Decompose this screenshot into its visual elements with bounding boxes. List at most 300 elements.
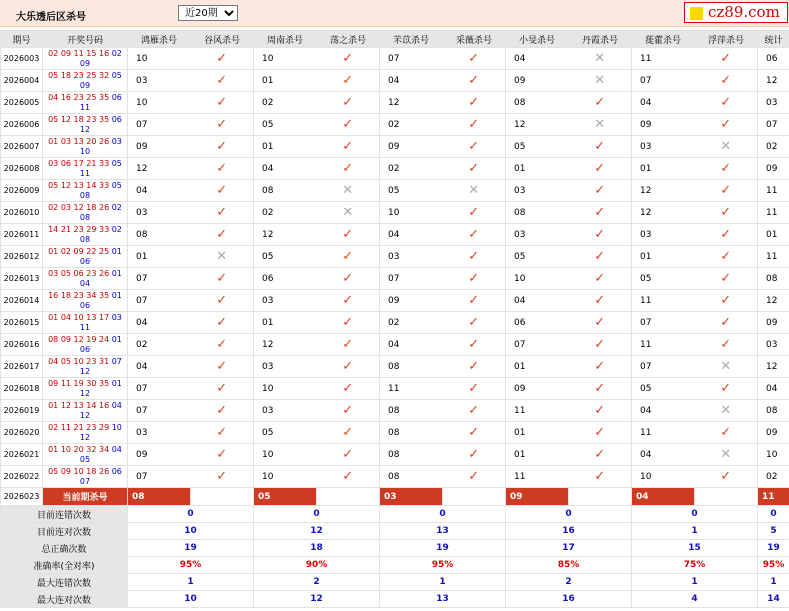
kill-number: 11 xyxy=(506,400,569,422)
stats-value: 18 xyxy=(254,540,380,557)
kill-number: 03 xyxy=(254,400,317,422)
check-icon: ✓ xyxy=(191,422,254,444)
logo-text: cz89.com xyxy=(708,3,780,21)
table-row xyxy=(1,290,789,312)
period-cell: 2026021 xyxy=(1,444,43,466)
kill-number: 11 xyxy=(506,466,569,488)
kill-number: 01 xyxy=(632,246,695,268)
stats-value: 12 xyxy=(254,591,380,608)
kill-number: 08 xyxy=(128,224,191,246)
back-numbers: 07 12 xyxy=(79,356,122,376)
stats-label: 准确率(全对率) xyxy=(1,557,128,574)
kill-number: 12 xyxy=(254,334,317,356)
cross-icon: ✕ xyxy=(317,202,380,224)
kill-number: 03 xyxy=(128,70,191,92)
stats-value: 1 xyxy=(632,523,758,540)
kill-number: 04 xyxy=(632,400,695,422)
kill-number: 04 xyxy=(128,312,191,334)
kill-number: 05 xyxy=(380,180,443,202)
front-numbers: 16 18 23 34 35 xyxy=(48,290,110,300)
stats-value: 0 xyxy=(254,506,380,523)
check-icon: ✓ xyxy=(569,202,632,224)
kill-number: 05 xyxy=(254,114,317,136)
kill-number: 07 xyxy=(758,114,789,136)
table-row xyxy=(1,136,789,158)
kill-number: 01 xyxy=(758,224,789,246)
back-numbers: 05 09 xyxy=(79,70,122,90)
draw-numbers xyxy=(43,114,128,136)
kill-number: 06 xyxy=(506,312,569,334)
stats-value: 95% xyxy=(128,557,254,574)
check-icon: ✓ xyxy=(191,312,254,334)
stats-value: 1 xyxy=(758,574,789,591)
kill-number: 03 xyxy=(758,334,789,356)
check-icon: ✓ xyxy=(695,312,758,334)
check-icon: ✓ xyxy=(443,224,506,246)
front-numbers: 03 06 17 21 33 xyxy=(48,158,110,168)
back-numbers: 06 07 xyxy=(79,466,122,486)
draw-numbers xyxy=(43,136,128,158)
kill-number: 10 xyxy=(632,466,695,488)
front-numbers: 05 12 18 23 35 xyxy=(48,114,110,124)
logo-square-icon xyxy=(690,7,703,20)
back-numbers: 03 10 xyxy=(79,136,122,156)
kill-number: 07 xyxy=(128,466,191,488)
check-icon: ✓ xyxy=(317,268,380,290)
kill-number: 01 xyxy=(254,312,317,334)
draw-numbers xyxy=(43,92,128,114)
check-icon: ✓ xyxy=(317,334,380,356)
period-cell: 2026019 xyxy=(1,400,43,422)
check-icon: ✓ xyxy=(569,136,632,158)
kill-number: 01 xyxy=(506,158,569,180)
cross-icon: ✕ xyxy=(443,180,506,202)
table-row xyxy=(1,224,789,246)
check-icon: ✓ xyxy=(695,70,758,92)
stats-value: 0 xyxy=(380,506,506,523)
kill-number: 12 xyxy=(128,158,191,180)
kill-number: 02 xyxy=(758,136,789,158)
check-icon: ✓ xyxy=(317,136,380,158)
back-numbers: 02 08 xyxy=(79,202,122,222)
check-icon: ✓ xyxy=(695,246,758,268)
kill-number-table xyxy=(0,30,789,608)
check-icon: ✓ xyxy=(695,158,758,180)
period-select[interactable] xyxy=(178,5,238,21)
check-icon: ✓ xyxy=(569,268,632,290)
kill-number: 05 xyxy=(632,378,695,400)
stats-value: 0 xyxy=(758,506,789,523)
header-cell: 周南杀号 xyxy=(254,31,317,48)
header-cell: 谷风杀号 xyxy=(191,31,254,48)
back-numbers: 05 11 xyxy=(79,158,122,178)
table-row xyxy=(1,400,789,422)
table-row xyxy=(1,202,789,224)
blank-cell xyxy=(695,488,758,506)
header-cell: 开奖号码 xyxy=(43,31,128,48)
kill-number: 01 xyxy=(254,70,317,92)
kill-number: 03 xyxy=(128,422,191,444)
check-icon: ✓ xyxy=(443,422,506,444)
table-body xyxy=(1,48,789,608)
kill-number: 07 xyxy=(380,48,443,70)
kill-number: 10 xyxy=(380,202,443,224)
kill-number: 09 xyxy=(506,378,569,400)
kill-number: 04 xyxy=(128,180,191,202)
check-icon: ✓ xyxy=(317,48,380,70)
kill-number: 07 xyxy=(128,400,191,422)
stats-label: 总正确次数 xyxy=(1,540,128,557)
check-icon: ✓ xyxy=(191,268,254,290)
kill-number: 01 xyxy=(506,356,569,378)
back-numbers: 02 08 xyxy=(79,224,122,244)
check-icon: ✓ xyxy=(695,48,758,70)
table-row xyxy=(1,246,789,268)
stats-value: 1 xyxy=(380,574,506,591)
check-icon: ✓ xyxy=(695,422,758,444)
table-row xyxy=(1,378,789,400)
stats-row xyxy=(1,591,789,608)
cross-icon: ✕ xyxy=(317,180,380,202)
back-numbers: 04 05 xyxy=(79,444,122,464)
stats-value: 0 xyxy=(506,506,632,523)
kill-number: 08 xyxy=(380,400,443,422)
check-icon: ✓ xyxy=(191,444,254,466)
current-kill-number: 03 xyxy=(380,488,443,506)
check-icon: ✓ xyxy=(569,400,632,422)
kill-number: 08 xyxy=(380,466,443,488)
kill-number: 12 xyxy=(380,92,443,114)
current-kill-number: 04 xyxy=(632,488,695,506)
check-icon: ✓ xyxy=(695,92,758,114)
check-icon: ✓ xyxy=(443,48,506,70)
stats-row xyxy=(1,523,789,540)
stats-label: 最大连对次数 xyxy=(1,591,128,608)
front-numbers: 04 05 10 23 31 xyxy=(48,356,110,366)
front-numbers: 01 03 13 20 26 xyxy=(48,136,110,146)
kill-number: 09 xyxy=(128,136,191,158)
table-row xyxy=(1,466,789,488)
back-numbers: 01 06 xyxy=(79,246,122,266)
period-cell: 2026003 xyxy=(1,48,43,70)
draw-numbers xyxy=(43,334,128,356)
stats-value: 1 xyxy=(128,574,254,591)
kill-number: 04 xyxy=(380,224,443,246)
draw-numbers xyxy=(43,444,128,466)
period-cell: 2026007 xyxy=(1,136,43,158)
stats-value: 90% xyxy=(254,557,380,574)
cross-icon: ✕ xyxy=(569,48,632,70)
kill-number: 07 xyxy=(380,268,443,290)
kill-number: 08 xyxy=(758,268,789,290)
top-bar xyxy=(0,0,789,27)
kill-number: 09 xyxy=(128,444,191,466)
check-icon: ✓ xyxy=(317,246,380,268)
blank-cell xyxy=(317,488,380,506)
kill-number: 11 xyxy=(380,378,443,400)
current-kill-number: 11 xyxy=(758,488,789,506)
front-numbers: 02 03 12 18 26 xyxy=(48,202,110,212)
kill-number: 02 xyxy=(254,92,317,114)
check-icon: ✓ xyxy=(695,224,758,246)
table-row xyxy=(1,422,789,444)
draw-numbers xyxy=(43,422,128,444)
kill-number: 04 xyxy=(380,70,443,92)
check-icon: ✓ xyxy=(191,224,254,246)
stats-value: 95% xyxy=(380,557,506,574)
check-icon: ✓ xyxy=(191,70,254,92)
back-numbers: 01 12 xyxy=(79,378,122,398)
check-icon: ✓ xyxy=(569,290,632,312)
kill-number: 08 xyxy=(380,356,443,378)
front-numbers: 09 11 19 30 35 xyxy=(48,378,110,388)
front-numbers: 02 11 21 23 29 xyxy=(48,422,110,432)
kill-number: 03 xyxy=(506,180,569,202)
stats-value: 19 xyxy=(128,540,254,557)
kill-number: 11 xyxy=(758,246,789,268)
front-numbers: 01 04 10 13 17 xyxy=(48,312,110,322)
check-icon: ✓ xyxy=(191,202,254,224)
check-icon: ✓ xyxy=(569,334,632,356)
header-cell: 丹霞杀号 xyxy=(569,31,632,48)
period-cell: 2026023 xyxy=(1,488,43,506)
draw-numbers xyxy=(43,378,128,400)
check-icon: ✓ xyxy=(317,158,380,180)
kill-number: 09 xyxy=(758,158,789,180)
check-icon: ✓ xyxy=(695,180,758,202)
blank-cell xyxy=(191,488,254,506)
blank-cell xyxy=(443,488,506,506)
kill-number: 02 xyxy=(380,312,443,334)
check-icon: ✓ xyxy=(443,334,506,356)
stats-label: 最大连错次数 xyxy=(1,574,128,591)
kill-number: 12 xyxy=(632,180,695,202)
kill-number: 03 xyxy=(632,136,695,158)
stats-value: 2 xyxy=(506,574,632,591)
cross-icon: ✕ xyxy=(695,400,758,422)
stats-value: 14 xyxy=(758,591,789,608)
check-icon: ✓ xyxy=(569,92,632,114)
back-numbers: 05 08 xyxy=(79,180,122,200)
kill-number: 10 xyxy=(506,268,569,290)
front-numbers: 01 10 20 32 34 xyxy=(48,444,110,454)
kill-number: 09 xyxy=(758,422,789,444)
kill-number: 09 xyxy=(380,290,443,312)
period-cell: 2026020 xyxy=(1,422,43,444)
check-icon: ✓ xyxy=(191,136,254,158)
kill-number: 02 xyxy=(758,466,789,488)
check-icon: ✓ xyxy=(317,312,380,334)
cross-icon: ✕ xyxy=(569,70,632,92)
kill-number: 01 xyxy=(632,158,695,180)
header-cell: 期号 xyxy=(1,31,43,48)
check-icon: ✓ xyxy=(191,378,254,400)
back-numbers: 01 06 xyxy=(79,290,122,310)
kill-number: 08 xyxy=(506,202,569,224)
stats-value: 10 xyxy=(128,523,254,540)
current-kill-number: 08 xyxy=(128,488,191,506)
check-icon: ✓ xyxy=(443,246,506,268)
kill-number: 01 xyxy=(128,246,191,268)
stats-value: 0 xyxy=(128,506,254,523)
check-icon: ✓ xyxy=(569,466,632,488)
check-icon: ✓ xyxy=(317,114,380,136)
header-cell: 鸿雁杀号 xyxy=(128,31,191,48)
stats-label: 目前连对次数 xyxy=(1,523,128,540)
kill-number: 01 xyxy=(506,444,569,466)
draw-numbers xyxy=(43,224,128,246)
period-cell: 2026016 xyxy=(1,334,43,356)
kill-number: 12 xyxy=(506,114,569,136)
table-row xyxy=(1,92,789,114)
kill-number: 05 xyxy=(506,136,569,158)
check-icon: ✓ xyxy=(317,356,380,378)
header-cell: 采薇杀号 xyxy=(443,31,506,48)
kill-number: 03 xyxy=(380,246,443,268)
kill-number: 04 xyxy=(506,290,569,312)
table-row xyxy=(1,444,789,466)
period-cell: 2026014 xyxy=(1,290,43,312)
front-numbers: 03 05 06 23 26 xyxy=(48,268,110,278)
kill-number: 07 xyxy=(128,268,191,290)
kill-number: 03 xyxy=(758,92,789,114)
stats-row xyxy=(1,557,789,574)
kill-number: 02 xyxy=(380,114,443,136)
kill-number: 03 xyxy=(506,224,569,246)
header-cell: 统计 xyxy=(758,31,789,48)
check-icon: ✓ xyxy=(695,334,758,356)
kill-number: 02 xyxy=(128,334,191,356)
kill-number: 09 xyxy=(632,114,695,136)
draw-numbers xyxy=(43,70,128,92)
check-icon: ✓ xyxy=(317,70,380,92)
period-cell: 2026009 xyxy=(1,180,43,202)
kill-number: 05 xyxy=(254,246,317,268)
kill-number: 03 xyxy=(254,356,317,378)
stats-value: 12 xyxy=(254,523,380,540)
front-numbers: 02 09 11 15 16 xyxy=(48,48,110,58)
check-icon: ✓ xyxy=(317,290,380,312)
check-icon: ✓ xyxy=(569,444,632,466)
stats-value: 13 xyxy=(380,591,506,608)
kill-number: 04 xyxy=(632,92,695,114)
front-numbers: 08 09 12 19 24 xyxy=(48,334,110,344)
check-icon: ✓ xyxy=(443,466,506,488)
kill-number: 07 xyxy=(128,378,191,400)
back-numbers: 06 11 xyxy=(79,92,122,112)
check-icon: ✓ xyxy=(443,312,506,334)
kill-number: 10 xyxy=(128,92,191,114)
kill-number: 04 xyxy=(254,158,317,180)
front-numbers: 05 09 10 18 26 xyxy=(48,466,110,476)
check-icon: ✓ xyxy=(191,334,254,356)
draw-numbers xyxy=(43,290,128,312)
back-numbers: 06 12 xyxy=(79,114,122,134)
check-icon: ✓ xyxy=(317,92,380,114)
stats-row xyxy=(1,506,789,523)
draw-numbers xyxy=(43,356,128,378)
front-numbers: 05 18 23 25 32 xyxy=(48,70,110,80)
kill-number: 11 xyxy=(758,202,789,224)
header-cell: 蓰藿杀号 xyxy=(632,31,695,48)
kill-number: 05 xyxy=(254,422,317,444)
check-icon: ✓ xyxy=(443,400,506,422)
kill-number: 01 xyxy=(254,136,317,158)
draw-numbers xyxy=(43,466,128,488)
kill-number: 10 xyxy=(254,466,317,488)
kill-number: 10 xyxy=(254,444,317,466)
check-icon: ✓ xyxy=(569,158,632,180)
check-icon: ✓ xyxy=(695,290,758,312)
kill-number: 12 xyxy=(758,356,789,378)
kill-number: 08 xyxy=(506,92,569,114)
kill-number: 10 xyxy=(758,444,789,466)
kill-number: 09 xyxy=(380,136,443,158)
kill-number: 03 xyxy=(632,224,695,246)
table-row xyxy=(1,158,789,180)
check-icon: ✓ xyxy=(443,268,506,290)
check-icon: ✓ xyxy=(191,400,254,422)
site-logo[interactable] xyxy=(684,2,788,23)
check-icon: ✓ xyxy=(317,466,380,488)
kill-number: 07 xyxy=(128,290,191,312)
draw-numbers xyxy=(43,400,128,422)
kill-number: 11 xyxy=(758,180,789,202)
front-numbers: 14 21 23 29 33 xyxy=(48,224,110,234)
check-icon: ✓ xyxy=(317,422,380,444)
kill-number: 07 xyxy=(632,356,695,378)
stats-value: 15 xyxy=(632,540,758,557)
stats-value: 19 xyxy=(758,540,789,557)
header-cell: 荡之杀号 xyxy=(317,31,380,48)
check-icon: ✓ xyxy=(569,246,632,268)
header-cell: 浮萍杀号 xyxy=(695,31,758,48)
draw-numbers xyxy=(43,158,128,180)
back-numbers: 01 06 xyxy=(79,334,122,354)
check-icon: ✓ xyxy=(443,202,506,224)
check-icon: ✓ xyxy=(317,224,380,246)
draw-numbers xyxy=(43,180,128,202)
check-icon: ✓ xyxy=(569,224,632,246)
kill-number: 12 xyxy=(758,290,789,312)
current-row xyxy=(1,488,789,506)
period-cell: 2026022 xyxy=(1,466,43,488)
check-icon: ✓ xyxy=(443,356,506,378)
check-icon: ✓ xyxy=(317,444,380,466)
draw-numbers xyxy=(43,202,128,224)
period-cell: 2026006 xyxy=(1,114,43,136)
check-icon: ✓ xyxy=(569,422,632,444)
back-numbers: 04 12 xyxy=(79,400,122,420)
stats-row xyxy=(1,540,789,557)
kill-number: 08 xyxy=(758,400,789,422)
check-icon: ✓ xyxy=(191,290,254,312)
period-cell: 2026005 xyxy=(1,92,43,114)
back-numbers: 10 12 xyxy=(79,422,122,442)
kill-number: 04 xyxy=(632,444,695,466)
front-numbers: 05 12 13 14 33 xyxy=(48,180,110,190)
kill-number: 07 xyxy=(632,312,695,334)
cross-icon: ✕ xyxy=(695,356,758,378)
kill-number: 11 xyxy=(632,290,695,312)
table-row xyxy=(1,48,789,70)
front-numbers: 01 02 09 22 25 xyxy=(48,246,110,256)
kill-number: 11 xyxy=(632,48,695,70)
check-icon: ✓ xyxy=(191,466,254,488)
kill-number: 11 xyxy=(632,334,695,356)
cross-icon: ✕ xyxy=(695,136,758,158)
kill-number: 03 xyxy=(128,202,191,224)
